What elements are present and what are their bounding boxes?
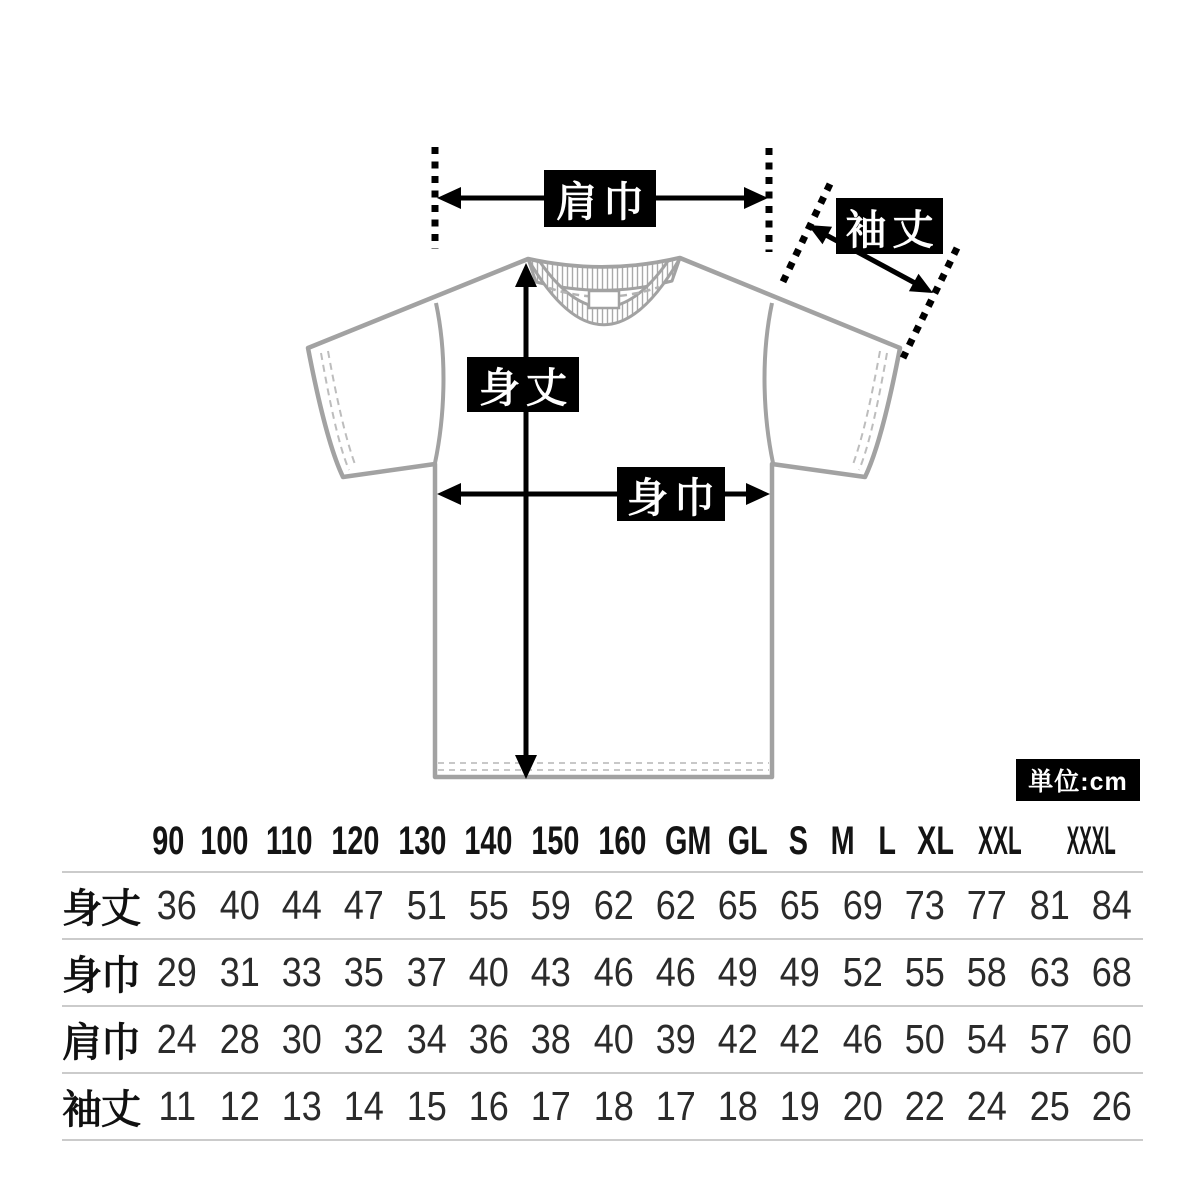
measurement-value-cell: 22 <box>904 1083 945 1129</box>
size-column-header: 150 <box>531 818 580 863</box>
measurement-value-cell: 36 <box>468 1016 509 1062</box>
measurement-value-cell: 34 <box>406 1016 447 1062</box>
measurement-value-cell: 35 <box>344 949 385 995</box>
measurement-value-cell: 68 <box>1091 949 1132 995</box>
size-column-header: M <box>830 818 855 863</box>
measurement-value-cell: 60 <box>1091 1016 1132 1062</box>
measurement-value-cell: 18 <box>593 1083 634 1129</box>
shoulder-width-label-text: 肩巾 <box>556 179 650 225</box>
size-column-header: 120 <box>331 818 380 863</box>
measurement-row <box>62 1007 1143 1074</box>
measurement-value-cell: 13 <box>281 1083 322 1129</box>
measurement-value-cell: 37 <box>406 949 447 995</box>
measurement-row <box>62 873 1143 940</box>
measurement-value-cell: 20 <box>842 1083 883 1129</box>
measurement-value-cell: 77 <box>967 882 1008 928</box>
measurement-value-cell: 58 <box>967 949 1008 995</box>
measurement-value-cell: 14 <box>344 1083 385 1129</box>
sleeve-length-label <box>836 198 943 254</box>
measurement-value-cell: 62 <box>593 882 634 928</box>
size-column-header: 90 <box>152 818 185 863</box>
measurement-value-cell: 46 <box>842 1016 883 1062</box>
measurement-value-cell: 40 <box>468 949 509 995</box>
measurement-value-cell: 25 <box>1029 1083 1070 1129</box>
measurement-value-cell: 62 <box>655 882 696 928</box>
body-length-label-text: 身丈 <box>479 365 573 411</box>
measurement-value-cell: 15 <box>406 1083 447 1129</box>
measurement-row-label: 身巾 <box>62 954 140 998</box>
measurement-value-cell: 40 <box>593 1016 634 1062</box>
unit-label-text: 単位:cm <box>1028 768 1128 796</box>
size-column-header: GL <box>727 818 768 863</box>
measurement-value-cell: 31 <box>219 949 260 995</box>
measurement-value-cell: 16 <box>468 1083 509 1129</box>
measurement-value-cell: 28 <box>219 1016 260 1062</box>
size-column-header: 100 <box>199 818 249 863</box>
size-column-header: L <box>878 818 897 863</box>
sleeve-guide-bottom <box>903 248 957 358</box>
size-table <box>62 811 1143 1141</box>
measurement-value-cell: 36 <box>157 882 198 928</box>
measurement-value-cell: 65 <box>780 882 821 928</box>
size-column-header: 140 <box>464 818 513 863</box>
body-width-label-text: 身巾 <box>627 474 721 521</box>
size-column-header: 130 <box>398 818 447 863</box>
sleeve-length-label-text: 袖丈 <box>845 206 940 253</box>
measurement-value-cell: 59 <box>530 882 572 928</box>
measurement-value-cell: 30 <box>281 1016 322 1062</box>
measurement-value-cell: 38 <box>530 1016 572 1062</box>
measurement-value-cell: 73 <box>904 882 945 928</box>
measurement-value-cell: 47 <box>344 882 385 928</box>
measurement-value-cell: 11 <box>158 1083 196 1129</box>
shoulder-width-label <box>544 170 656 227</box>
size-column-header: XXXL <box>1066 818 1116 863</box>
measurement-value-cell: 17 <box>655 1083 696 1129</box>
measurement-value-cell: 42 <box>780 1016 821 1062</box>
measurement-value-cell: 50 <box>904 1016 945 1062</box>
measurement-value-cell: 17 <box>530 1083 572 1129</box>
measurement-row <box>62 1074 1143 1141</box>
measurement-value-cell: 44 <box>281 882 322 928</box>
measurement-value-cell: 55 <box>904 949 945 995</box>
measurement-value-cell: 40 <box>219 882 260 928</box>
measurement-value-cell: 42 <box>717 1016 759 1062</box>
measurement-value-cell: 81 <box>1029 882 1070 928</box>
measurement-value-cell: 33 <box>281 949 322 995</box>
measurement-value-cell: 65 <box>717 882 759 928</box>
measurement-value-cell: 52 <box>842 949 883 995</box>
measurement-row-label: 身丈 <box>62 887 140 931</box>
size-column-header: GM <box>664 818 712 863</box>
body-width-label <box>617 467 725 521</box>
measurement-value-cell: 63 <box>1029 949 1070 995</box>
measurement-value-cell: 19 <box>780 1083 821 1129</box>
size-column-header: S <box>788 818 808 863</box>
measurement-value-cell: 46 <box>655 949 696 995</box>
size-column-header: XL <box>916 818 954 863</box>
measurement-value-cell: 39 <box>655 1016 696 1062</box>
measurement-row <box>62 940 1143 1007</box>
measurement-value-cell: 26 <box>1091 1083 1132 1129</box>
measurement-value-cell: 18 <box>717 1083 759 1129</box>
measurement-value-cell: 55 <box>468 882 509 928</box>
size-table-header-row <box>62 811 1143 873</box>
measurement-value-cell: 84 <box>1091 882 1132 928</box>
measurement-value-cell: 32 <box>344 1016 385 1062</box>
measurement-value-cell: 24 <box>967 1083 1008 1129</box>
measurement-value-cell: 49 <box>780 949 821 995</box>
measurement-value-cell: 12 <box>219 1083 260 1129</box>
measurement-value-cell: 69 <box>842 882 883 928</box>
measurement-value-cell: 57 <box>1029 1016 1070 1062</box>
measurement-row-label: 袖丈 <box>62 1088 140 1132</box>
tshirt-silhouette <box>308 258 900 777</box>
size-column-header: 160 <box>598 818 647 863</box>
unit-label <box>1016 759 1140 801</box>
size-column-header: 110 <box>266 818 313 863</box>
body-length-label <box>467 357 579 412</box>
measurement-value-cell: 24 <box>157 1016 198 1062</box>
measurement-value-cell: 43 <box>530 949 572 995</box>
tshirt-drawing <box>308 258 900 777</box>
measurement-value-cell: 54 <box>967 1016 1008 1062</box>
measurement-value-cell: 49 <box>717 949 759 995</box>
measurement-value-cell: 29 <box>157 949 198 995</box>
size-column-header: XXL <box>977 818 1022 863</box>
measurement-row-label: 肩巾 <box>62 1021 140 1065</box>
neck-tag <box>589 291 619 308</box>
measurement-value-cell: 51 <box>406 882 447 928</box>
measurement-value-cell: 46 <box>593 949 634 995</box>
